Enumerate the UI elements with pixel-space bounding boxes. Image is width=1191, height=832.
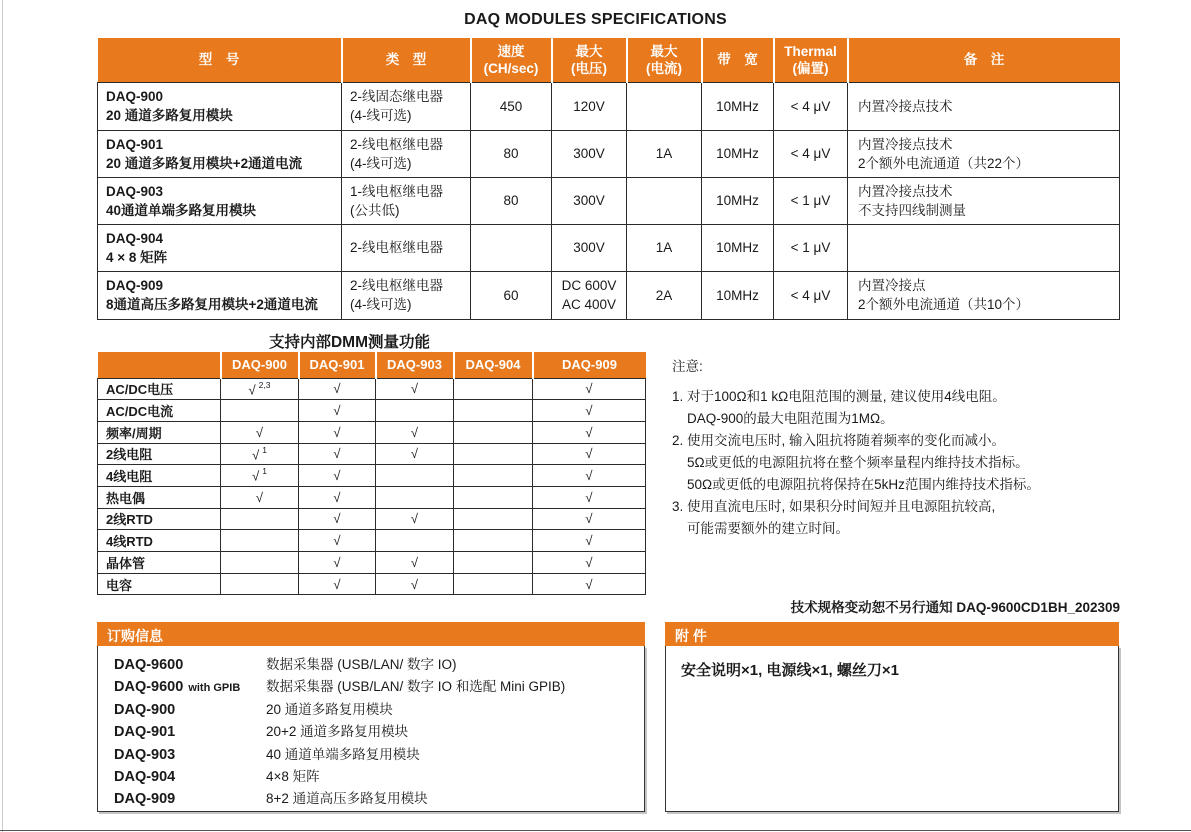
spec-note-line: 2个额外电流通道（共22个） — [858, 155, 1030, 171]
dmm-cell-check: √ — [533, 552, 646, 574]
dmm-cell-label: 4线电阻 — [98, 465, 221, 487]
dmm-cell-check — [454, 552, 533, 574]
ordering-item — [98, 698, 644, 720]
dmm-cell-check: √ — [221, 486, 299, 508]
dmm-header-row — [98, 352, 646, 378]
ordering-item-model: DAQ-900 — [114, 701, 176, 718]
dmm-check-superscript: 2,3 — [258, 379, 271, 390]
spec-cell-current: 1A — [627, 224, 702, 271]
dmm-cell-check — [454, 421, 533, 443]
spec-cell-bandwidth: 10MHz — [702, 224, 774, 271]
dmm-table — [97, 352, 646, 595]
ordering-item-description: 40 通道单端多路复用模块 — [266, 746, 420, 762]
spec-col-header-line: (电流) — [646, 60, 682, 76]
dmm-cell-check — [454, 530, 533, 552]
spec-cell-speed: 450 — [471, 82, 552, 130]
spec-voltage-line: AC 400V — [561, 297, 617, 312]
dmm-row — [98, 552, 646, 574]
dmm-cell-check: √ — [221, 421, 299, 443]
dmm-cell-check: √ — [299, 378, 376, 400]
dmm-row — [98, 486, 646, 508]
dmm-cell-check — [454, 573, 533, 595]
spec-cell-current — [627, 82, 702, 130]
accessories-text: 安全说明×1, 电源线×1, 螺丝刀×1 — [681, 662, 899, 679]
notes-lines — [672, 386, 1132, 540]
spec-type-line: (4-线可选) — [350, 297, 412, 312]
ordering-item — [98, 765, 644, 787]
ordering-item-model: DAQ-903 — [114, 746, 176, 763]
spec-cell-bandwidth: 10MHz — [702, 177, 774, 224]
dmm-col-header: DAQ-904 — [454, 352, 533, 378]
spec-cell-type — [342, 224, 471, 271]
notes-section — [672, 356, 1132, 540]
spec-note-line: 内置冷接点技术 — [858, 183, 953, 199]
ordering-item-model: DAQ-909 — [114, 791, 176, 808]
dmm-col-header: DAQ-909 — [533, 352, 646, 378]
spec-cell-note — [848, 130, 1120, 177]
spec-col-header-line: 速度 — [497, 43, 525, 59]
ordering-item-description: 20 通道多路复用模块 — [266, 701, 393, 717]
dmm-col-header: DAQ-903 — [376, 352, 454, 378]
spec-cell-bandwidth: 10MHz — [702, 271, 774, 319]
spec-col-header-line: (电压) — [571, 60, 607, 76]
spec-cell-voltage — [552, 224, 627, 271]
spec-cell-thermal: < 4 μV — [774, 271, 848, 319]
ordering-item-model: DAQ-9600 — [114, 657, 184, 673]
dmm-cell-check: √ — [376, 573, 454, 595]
spec-cell-note — [848, 82, 1120, 130]
dmm-cell-label: 2线电阻 — [98, 443, 221, 465]
dmm-table-title: 支持内部DMM测量功能 — [268, 334, 431, 351]
spec-col-header-line: 备 注 — [963, 52, 1005, 68]
dmm-cell-check — [454, 443, 533, 465]
spec-cell-thermal: < 4 μV — [774, 82, 848, 130]
page-left-edge — [2, 0, 3, 832]
spec-row — [98, 177, 1120, 224]
dmm-table-header — [98, 352, 646, 378]
spec-voltage-line: 300V — [573, 146, 605, 161]
spec-cell-current — [627, 177, 702, 224]
ordering-item-model-suffix: with GPIB — [188, 682, 241, 695]
spec-model-line: DAQ-903 — [106, 183, 164, 199]
dmm-check-superscript: 1 — [262, 466, 267, 477]
dmm-cell-check — [376, 486, 454, 508]
spec-type-line: (公共低) — [350, 202, 400, 218]
spec-voltage-line: 300V — [573, 240, 605, 255]
ordering-item-model-group — [114, 702, 266, 718]
dmm-cell-label: AC/DC电压 — [98, 378, 221, 400]
dmm-cell-check — [454, 465, 533, 487]
spec-cell-speed: 80 — [471, 177, 552, 224]
ordering-item — [98, 720, 644, 742]
spec-model-line: 40通道单端多路复用模块 — [106, 202, 257, 218]
dmm-cell-check: √ $^1$ — [221, 465, 299, 487]
spec-cell-current: 1A — [627, 130, 702, 177]
spec-cell-thermal: < 4 μV — [774, 130, 848, 177]
spec-cell-bandwidth: 10MHz — [702, 82, 774, 130]
spec-cell-thermal: < 1 μV — [774, 224, 848, 271]
dmm-row — [98, 421, 646, 443]
spec-cell-model — [98, 271, 342, 319]
page-bottom-edge — [0, 830, 1191, 831]
spec-col-header-line: (CH/sec) — [483, 60, 539, 76]
dmm-cell-label: 2线RTD — [98, 508, 221, 530]
spec-type-line: 2-线电枢继电器 — [350, 278, 444, 293]
spec-col-header — [702, 38, 774, 82]
spec-header-row — [98, 38, 1120, 82]
dmm-cell-check — [221, 552, 299, 574]
dmm-cell-check: √ — [299, 443, 376, 465]
accessories-box-body — [665, 646, 1119, 812]
ordering-item-description: 数据采集器 (USB/LAN/ 数字 IO) — [266, 657, 457, 672]
dmm-cell-check: √ — [299, 530, 376, 552]
spec-col-header-line: 型 号 — [198, 52, 240, 68]
spec-cell-note — [848, 177, 1120, 224]
dmm-col-header: DAQ-901 — [299, 352, 376, 378]
spec-cell-model — [98, 224, 342, 271]
spec-cell-note — [848, 271, 1120, 319]
spec-table — [97, 38, 1120, 320]
page-title: DAQ MODULES SPECIFICATIONS — [464, 11, 727, 28]
spec-row — [98, 224, 1120, 271]
spec-cell-speed: 60 — [471, 271, 552, 319]
spec-cell-note — [848, 224, 1120, 271]
ordering-box-header: 订购信息 — [97, 622, 645, 646]
spec-cell-bandwidth: 10MHz — [702, 130, 774, 177]
spec-col-header — [627, 38, 702, 82]
dmm-cell-check — [376, 465, 454, 487]
spec-type-line: 1-线电枢继电器 — [350, 183, 444, 199]
spec-cell-voltage — [552, 177, 627, 224]
dmm-cell-check: √ — [299, 465, 376, 487]
dmm-cell-label: 电容 — [98, 573, 221, 595]
spec-type-line: 2-线电枢继电器 — [350, 240, 444, 255]
dmm-cell-check — [221, 400, 299, 422]
dmm-cell-label: 热电偶 — [98, 486, 221, 508]
dmm-cell-check: √ — [376, 552, 454, 574]
spec-table-body — [98, 82, 1120, 319]
dmm-cell-check: √ — [533, 378, 646, 400]
spec-col-header-line: 带 宽 — [717, 52, 758, 68]
dmm-cell-check — [454, 400, 533, 422]
ordering-item-model-group — [114, 747, 266, 763]
spec-cell-voltage — [552, 271, 627, 319]
dmm-check-superscript: 1 — [262, 444, 267, 455]
ordering-item — [98, 653, 644, 675]
spec-cell-type — [342, 177, 471, 224]
spec-col-header-line: (偏置) — [792, 60, 829, 76]
spec-col-header — [848, 38, 1120, 82]
dmm-row — [98, 400, 646, 422]
spec-col-header — [342, 38, 471, 82]
note-line: 3. 使用直流电压时, 如果积分时间短并且电源阻抗较高, — [672, 499, 996, 514]
ordering-item-model-group — [114, 679, 266, 695]
ordering-item-model: DAQ-904 — [114, 768, 176, 785]
spec-note-line: 内置冷接点 — [858, 278, 926, 293]
dmm-cell-check — [221, 573, 299, 595]
spec-cell-model — [98, 82, 342, 130]
note-line: 1. 对于100Ω和1 kΩ电阻范围的测量, 建议使用4线电阻。 — [672, 389, 1006, 404]
ordering-item-description: 数据采集器 (USB/LAN/ 数字 IO 和选配 Mini GPIB) — [266, 679, 566, 695]
dmm-corner-header — [98, 352, 221, 378]
spec-cell-speed: 80 — [471, 130, 552, 177]
spec-model-line: DAQ-901 — [106, 136, 164, 152]
dmm-cell-check: √ — [299, 421, 376, 443]
dmm-row — [98, 573, 646, 595]
dmm-row — [98, 465, 646, 487]
dmm-cell-check — [454, 508, 533, 530]
spec-col-header — [552, 38, 627, 82]
accessories-box-header: 附 件 — [665, 622, 1119, 646]
spec-note-line: 不支持四线制测量 — [858, 202, 966, 218]
dmm-cell-check: √ — [533, 486, 646, 508]
ordering-item-model-group — [114, 724, 266, 740]
dmm-cell-check — [454, 486, 533, 508]
spec-col-header — [98, 38, 342, 82]
dmm-row — [98, 443, 646, 465]
notes-heading: 注意: — [672, 359, 703, 374]
note-line: 5Ω或更低的电源阻抗将在整个频率量程内维持技术指标。 — [687, 455, 1029, 470]
dmm-cell-check — [376, 400, 454, 422]
note-line: 50Ω或更低的电源阻抗将保持在5kHz范围内维持技术指标。 — [687, 477, 1040, 492]
ordering-item-description: 4×8 矩阵 — [266, 768, 320, 784]
spec-model-line: DAQ-909 — [106, 278, 164, 293]
dmm-cell-label: 晶体管 — [98, 552, 221, 574]
spec-col-header — [774, 38, 848, 82]
dmm-cell-check: √ — [376, 378, 454, 400]
spec-col-header-line: 类 型 — [385, 52, 427, 68]
dmm-cell-label: AC/DC电流 — [98, 400, 221, 422]
spec-cell-thermal: < 1 μV — [774, 177, 848, 224]
spec-model-line: 20 通道多路复用模块+2通道电流 — [106, 155, 303, 171]
dmm-cell-check — [376, 530, 454, 552]
ordering-item-model-group — [114, 791, 266, 807]
dmm-cell-label: 4线RTD — [98, 530, 221, 552]
spec-table-header — [98, 38, 1120, 82]
ordering-box-body — [97, 646, 645, 812]
spec-voltage-line: DC 600V — [561, 278, 617, 293]
ordering-item-description: 20+2 通道多路复用模块 — [266, 724, 409, 740]
dmm-row — [98, 508, 646, 530]
spec-row — [98, 82, 1120, 130]
note-line: 2. 使用交流电压时, 输入阻抗将随着频率的变化而减小。 — [672, 433, 1006, 448]
dmm-cell-check: √ — [299, 486, 376, 508]
spec-cell-model — [98, 130, 342, 177]
spec-model-line: 8通道高压多路复用模块+2通道电流 — [106, 297, 318, 312]
ordering-item — [98, 743, 644, 765]
dmm-cell-check: √ $^{2,3}$ — [221, 378, 299, 400]
spec-cell-type — [342, 271, 471, 319]
dmm-cell-check: √ $^1$ — [221, 443, 299, 465]
dmm-cell-check: √ — [533, 508, 646, 530]
dmm-cell-check: √ — [299, 573, 376, 595]
spec-voltage-line: 300V — [573, 193, 605, 208]
dmm-cell-check: √ — [376, 508, 454, 530]
spec-cell-voltage — [552, 82, 627, 130]
spec-model-line: DAQ-904 — [106, 230, 164, 246]
ordering-item-model-group — [114, 657, 266, 673]
spec-model-line: 20 通道多路复用模块 — [106, 108, 233, 123]
ordering-item-description: 8+2 通道高压多路复用模块 — [266, 791, 428, 807]
spec-type-line: (4-线可选) — [350, 108, 412, 123]
ordering-item-model-group — [114, 769, 266, 785]
dmm-row — [98, 530, 646, 552]
dmm-cell-check — [221, 530, 299, 552]
dmm-cell-check: √ — [533, 421, 646, 443]
spec-col-header-line: 最大 — [575, 43, 603, 59]
spec-model-line: 4 × 8 矩阵 — [106, 249, 168, 265]
note-line: 可能需要额外的建立时间。 — [687, 521, 849, 536]
spec-cell-speed — [471, 224, 552, 271]
ordering-item — [98, 787, 644, 809]
spec-cell-voltage — [552, 130, 627, 177]
dmm-cell-check: √ — [533, 573, 646, 595]
dmm-cell-check: √ — [533, 465, 646, 487]
dmm-table-body — [98, 378, 646, 595]
dmm-col-header: DAQ-900 — [221, 352, 299, 378]
spec-row — [98, 130, 1120, 177]
spec-type-line: (4-线可选) — [350, 155, 412, 171]
spec-cell-type — [342, 82, 471, 130]
dmm-cell-check: √ — [299, 400, 376, 422]
dmm-cell-check: √ — [533, 400, 646, 422]
spec-row — [98, 271, 1120, 319]
dmm-cell-check: √ — [533, 443, 646, 465]
accessories-box — [665, 622, 1119, 812]
dmm-cell-label: 频率/周期 — [98, 421, 221, 443]
ordering-item — [98, 675, 644, 697]
spec-cell-current: 2A — [627, 271, 702, 319]
spec-col-header-line: Thermal — [784, 43, 837, 59]
dmm-cell-check: √ — [299, 552, 376, 574]
ordering-box — [97, 622, 645, 812]
dmm-cell-check: √ — [376, 421, 454, 443]
spec-col-header — [471, 38, 552, 82]
spec-note-line: 2个额外电流通道（共10个） — [858, 297, 1030, 312]
dmm-cell-check: √ — [376, 443, 454, 465]
ordering-item-model: DAQ-901 — [114, 724, 176, 741]
spec-type-line: 2-线固态继电器 — [350, 89, 444, 104]
dmm-cell-check: √ — [299, 508, 376, 530]
note-line: DAQ-900的最大电阻范围为1MΩ。 — [687, 411, 894, 426]
dmm-cell-check — [221, 508, 299, 530]
dmm-row — [98, 378, 646, 400]
spec-col-header-line: 最大 — [650, 43, 678, 59]
spec-note-line: 内置冷接点技术 — [858, 98, 953, 114]
dmm-cell-check: √ — [533, 530, 646, 552]
spec-type-line: 2-线电枢继电器 — [350, 136, 444, 152]
spec-model-line: DAQ-900 — [106, 89, 164, 104]
ordering-item-model: DAQ-9600 — [114, 679, 184, 696]
spec-cell-type — [342, 130, 471, 177]
spec-voltage-line: 120V — [573, 98, 605, 114]
spec-cell-model — [98, 177, 342, 224]
spec-note-line: 内置冷接点技术 — [858, 136, 953, 152]
dmm-cell-check — [454, 378, 533, 400]
revision-note: 技术规格变动恕不另行通知 DAQ-9600CD1BH_202309 — [790, 600, 1120, 615]
